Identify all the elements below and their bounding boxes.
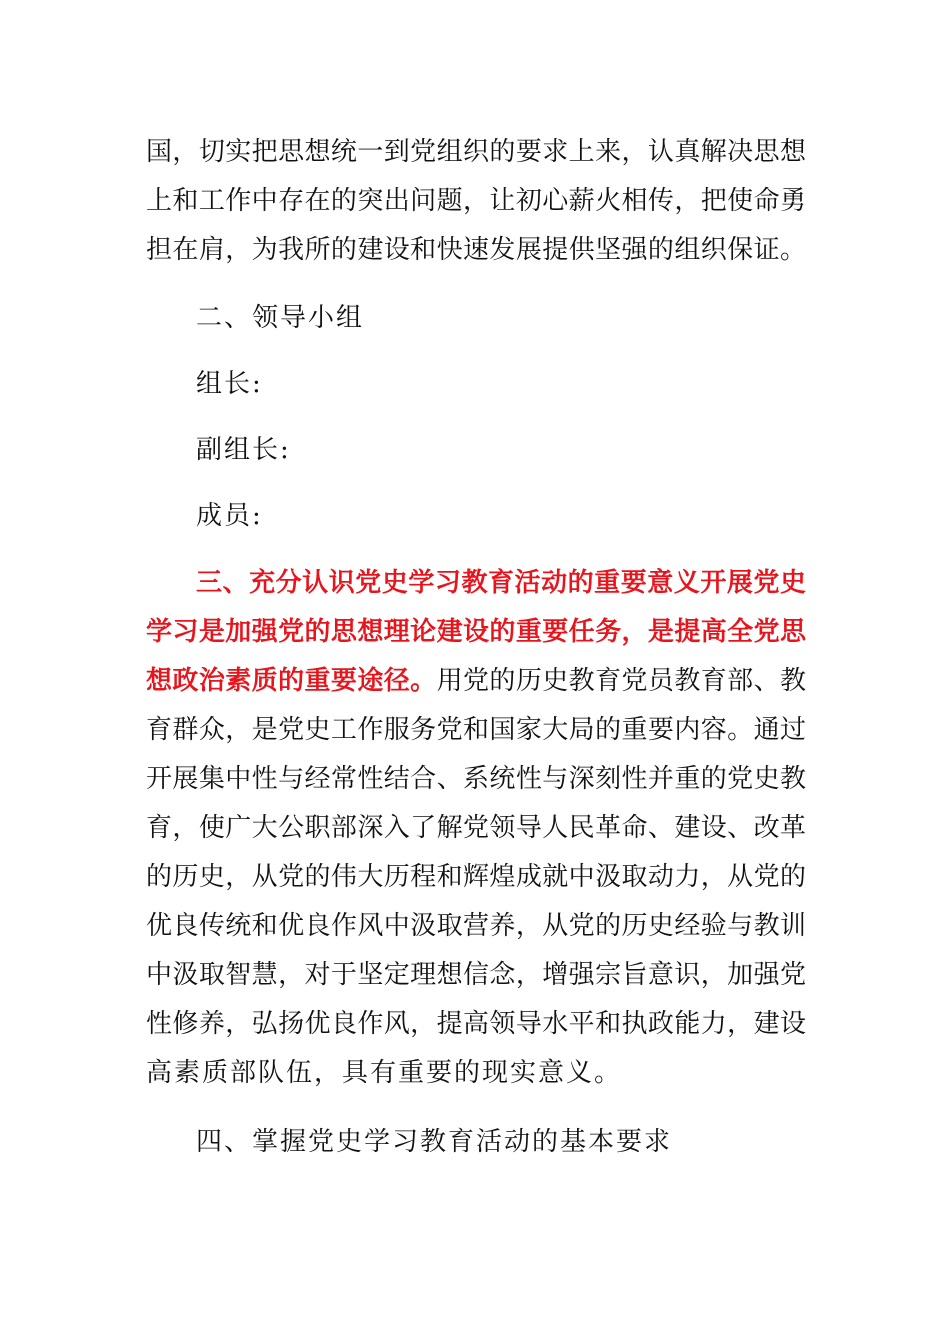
body-text: 用党的历史教育党员教育部、教 [436, 666, 806, 696]
highlighted-text: 想政治素质的重要途径。 [146, 666, 437, 696]
paragraph-line: 担在肩，为我所的建设和快速发展提供坚强的组织保证。 [146, 235, 806, 265]
deputy-leader-label: 副组长: [196, 435, 291, 465]
paragraph-line: 的历史，从党的伟大历程和辉煌成就中汲取动力，从党的 [146, 862, 806, 892]
paragraph-line: 国，切实把思想统一到党组织的要求上来，认真解决思想 [146, 137, 806, 167]
leader-label: 组长: [196, 369, 263, 399]
paragraph-line: 高素质部队伍，具有重要的现实意义。 [146, 1058, 623, 1088]
highlighted-line: 学习是加强党的思想理论建设的重要任务，是提高全党思 [146, 617, 806, 647]
section-heading-leadership-group: 二、领导小组 [196, 303, 365, 333]
paragraph-line: 中汲取智慧，对于坚定理想信念，增强宗旨意识，加强党 [146, 960, 806, 990]
paragraph-line: 优良传统和优良作风中汲取营养，从党的历史经验与教训 [146, 911, 806, 941]
paragraph-line: 性修养，弘扬优良作风，提高领导水平和执政能力，建设 [146, 1009, 806, 1039]
section-heading-significance: 三、充分认识党史学习教育活动的重要意义开展党史 [196, 568, 806, 598]
members-label: 成员: [196, 501, 263, 531]
paragraph-line: 开展集中性与经常性结合、系统性与深刻性并重的党史教 [146, 764, 806, 794]
section-heading-basic-requirements: 四、掌握党史学习教育活动的基本要求 [196, 1127, 673, 1157]
paragraph-line: 育，使广大公职部深入了解党领导人民革命、建设、改革 [146, 813, 806, 843]
mixed-line [146, 665, 806, 697]
paragraph-line: 育群众，是党史工作服务党和国家大局的重要内容。通过 [146, 715, 806, 745]
paragraph-line: 上和工作中存在的突出问题，让初心薪火相传，把使命勇 [146, 186, 806, 216]
